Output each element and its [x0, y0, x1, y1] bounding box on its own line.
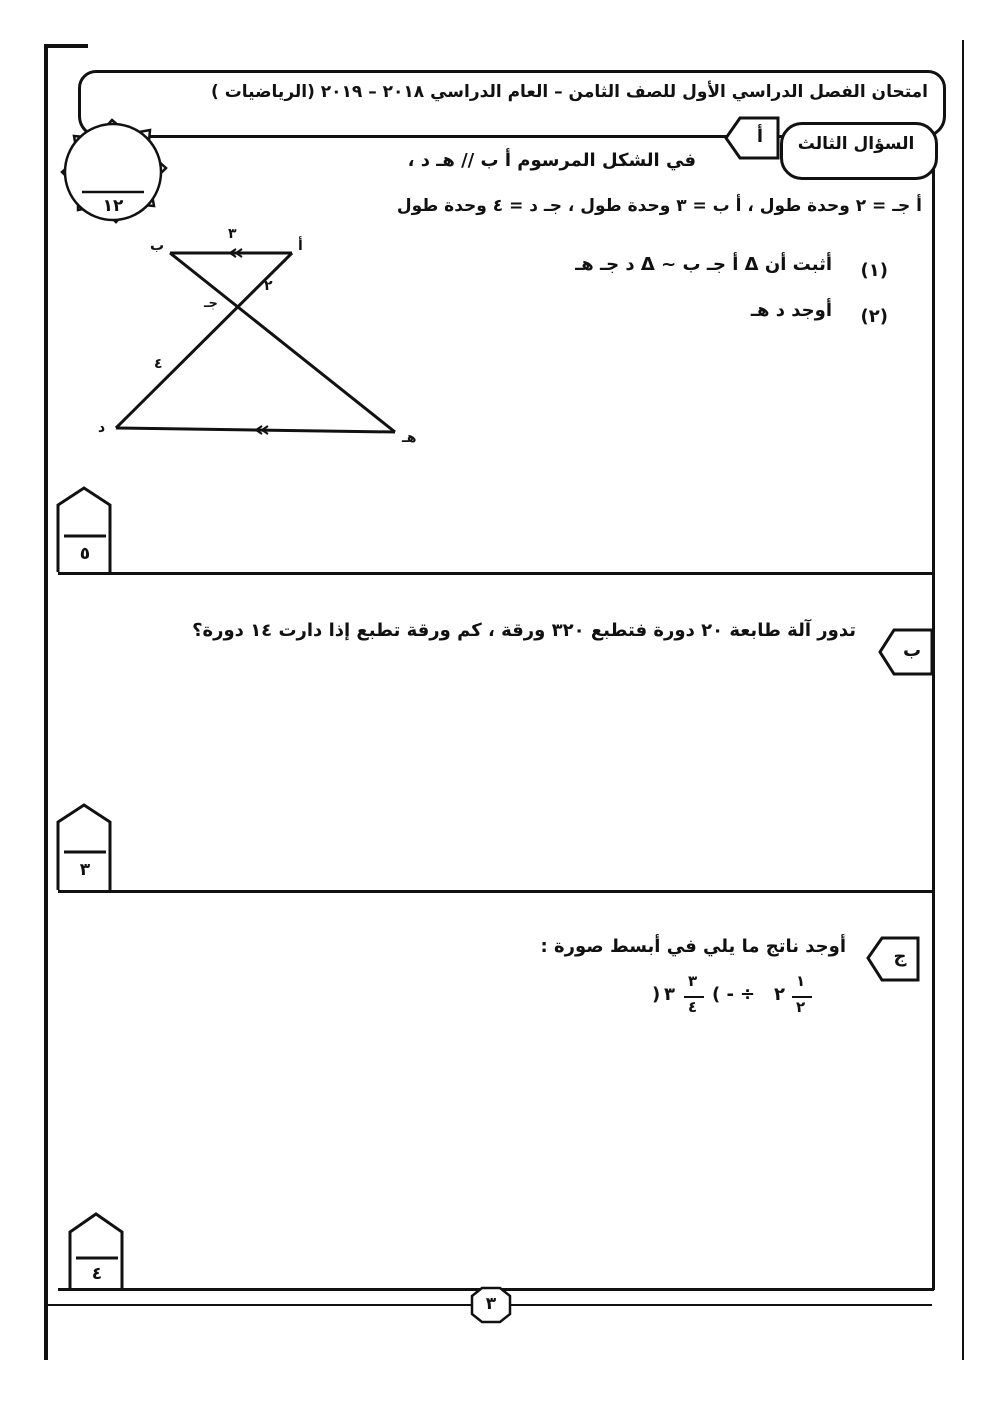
part-a-item1-num: (١)	[860, 260, 888, 281]
expr-whole-2: ٣	[664, 984, 675, 1005]
part-a-item2-text: أوجد د هـ	[750, 300, 832, 321]
length-ab-label: ٣	[228, 226, 237, 242]
part-c-score: ٤	[91, 1264, 103, 1284]
parallel-marks	[230, 249, 268, 434]
point-d-label: د	[98, 420, 106, 436]
part-a-intro: في الشكل المرسوم أ ب // هـ د ،	[407, 150, 696, 171]
expr-whole-1: ٢	[774, 984, 785, 1005]
expression	[650, 972, 830, 1020]
triangle-figure	[116, 253, 395, 432]
part-b-score: ٣	[79, 860, 91, 880]
expr-den-1: ٢	[796, 998, 806, 1016]
point-e-label: هـ	[402, 430, 417, 446]
point-c-label: جـ	[204, 296, 218, 311]
part-c-question: أوجد ناتج ما يلي في أبسط صورة :	[540, 936, 846, 957]
point-a-label: أ	[298, 238, 303, 254]
part-a-item1-text: أثبت أن Δ أ جـ ب ~ Δ د جـ هـ	[575, 254, 832, 275]
part-a-score: ٥	[79, 544, 91, 564]
expr-den-2: ٤	[688, 998, 698, 1016]
exam-title: امتحان الفصل الدراسي الأول للصف الثامن – العام الدراسي ٢٠١٨ – ٢٠١٩ (الرياضيات )	[211, 82, 928, 102]
page-number: ٣	[485, 1294, 497, 1314]
total-score-value: ١٢	[102, 196, 124, 216]
expr-num-1: ١	[796, 972, 806, 990]
part-a-given: أ جـ = ٢ وحدة طول ، أ ب = ٣ وحدة طول ، جـ د = ٤ وحدة طول	[396, 196, 922, 216]
part-c-tag: ج	[893, 946, 907, 967]
part-b-question: تدور آلة طابعة ٢٠ دورة فتطبع ٣٢٠ ورقة ، كم ورقة تطبع إذا دارت ١٤ دورة؟	[192, 620, 856, 641]
length-cd-label: ٤	[154, 356, 163, 372]
part-b-tag: ب	[902, 640, 922, 661]
part-a-item2-num: (٢)	[860, 306, 888, 327]
expr-close-paren: ( -	[712, 984, 734, 1005]
part-a-tag: أ	[756, 126, 764, 147]
question-label: السؤال الثالث	[797, 134, 915, 154]
length-ac-label: ٢	[264, 278, 273, 294]
point-b-label: ب	[150, 238, 165, 254]
expr-operator: ÷	[740, 984, 756, 1005]
expr-num-2: ٣	[688, 972, 698, 990]
expr-paren-open: )	[652, 984, 661, 1005]
